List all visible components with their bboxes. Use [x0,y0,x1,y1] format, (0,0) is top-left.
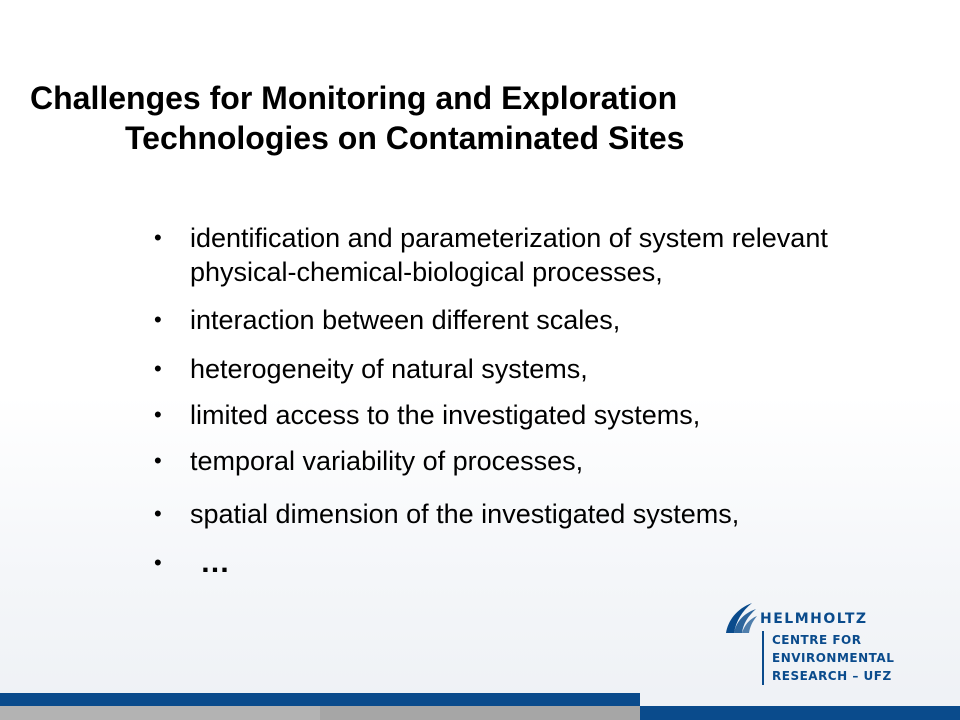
bullet-list [150,221,958,580]
helmholtz-ufz-logo [722,597,922,697]
bullet-icon: • [154,550,162,575]
list-item-text: interaction between different scales, [190,305,621,335]
list-item-text: limited access to the investigated systems, [190,400,701,430]
list-item-text-line-2: physical-chemical-biological processes, [190,257,663,287]
list-item [150,444,958,478]
helmholtz-logo-icon [722,601,758,635]
list-item-text: temporal variability of processes, [190,446,584,476]
list-item-ellipsis: … [200,546,231,579]
slide-title [0,78,810,158]
list-item [150,352,958,386]
footer-bar-gray-dark [320,706,640,720]
bullet-icon: • [154,356,162,381]
list-item-text-line-1: identification and parameterization of system relevant [190,223,828,253]
list-item-text: heterogeneity of natural systems, [190,354,588,384]
list-item-text: spatial dimension of the investigated systems, [190,499,740,529]
footer-bar-blue [0,693,640,706]
list-item [150,221,958,289]
logo-subtitle-line-2: ENVIRONMENTAL [772,651,895,665]
list-item [150,303,958,337]
bullet-icon: • [154,225,162,250]
footer-bar-right [640,706,960,720]
bullet-icon: • [154,402,162,427]
slide-title-line-2: Technologies on Contaminated Sites [125,120,685,156]
logo-subtitle [762,631,894,685]
bullet-icon: • [154,501,162,526]
logo-subtitle-line-1: CENTRE FOR [772,633,862,647]
list-item [150,497,958,531]
logo-subtitle-line-3: RESEARCH – UFZ [772,669,892,683]
slide-title-line-1: Challenges for Monitoring and Exploration [30,80,678,116]
bullet-icon: • [154,448,162,473]
bullet-icon: • [154,307,162,332]
logo-name: HELMHOLTZ [760,611,868,627]
list-item [150,546,958,580]
list-item [150,398,958,432]
